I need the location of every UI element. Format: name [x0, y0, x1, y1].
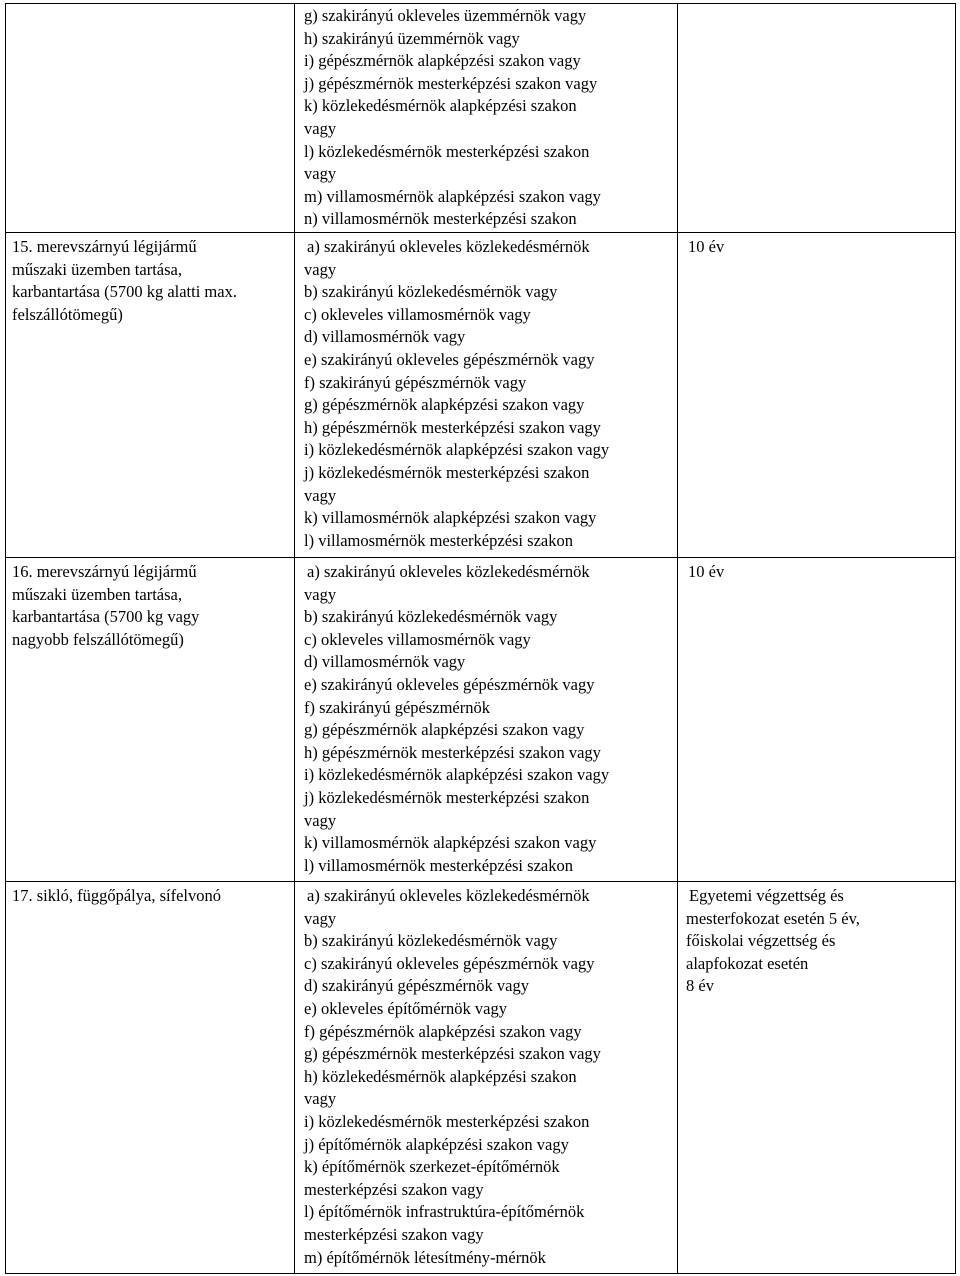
qualification-line: vagy — [304, 118, 337, 138]
qualification-line: i) közlekedésmérnök alapképzési szakon vagy — [304, 440, 610, 460]
qualification-line: i) gépészmérnök alapképzési szakon vagy — [304, 51, 581, 71]
qualification-line: f) gépészmérnök alapképzési szakon vagy — [304, 1021, 582, 1041]
practice-cell — [688, 236, 724, 259]
qualification-line: c) okleveles villamosmérnök vagy — [304, 304, 531, 324]
qualification-line: l) közlekedésmérnök mesterképzési szakon — [304, 141, 590, 161]
qualification-line: m) építőmérnök létesítmény-mérnök — [304, 1247, 546, 1267]
qualification-line: n) villamosmérnök mesterképzési szakon — [304, 209, 577, 229]
practice-line: 10 év — [688, 237, 725, 256]
activity-title-line: 17. sikló, függőpálya, sífelvonó — [12, 886, 221, 905]
activity-cell — [12, 236, 237, 326]
qualification-line: k) közlekedésmérnök alapképzési szakon — [304, 96, 577, 116]
qualification-line: f) szakirányú gépészmérnök — [304, 697, 491, 717]
qualification-line: a) szakirányú okleveles közlekedésmérnök — [307, 562, 590, 581]
column-divider — [677, 3, 678, 1274]
activity-title-line: 16. merevszárnyú légijármű — [12, 562, 197, 581]
qualification-line: i) közlekedésmérnök alapképzési szakon vagy — [304, 765, 610, 785]
qualification-line: l) villamosmérnök mesterképzési szakon — [304, 530, 573, 550]
qualification-line: d) villamosmérnök vagy — [304, 652, 466, 672]
practice-cell — [686, 885, 860, 998]
activity-cell — [12, 885, 221, 908]
practice-line: mesterfokozat esetén 5 év, — [686, 908, 860, 928]
qualification-line: vagy — [304, 1089, 337, 1109]
qualification-line: j) építőmérnök alapképzési szakon vagy — [304, 1134, 569, 1154]
qualification-line: b) szakirányú közlekedésmérnök vagy — [304, 607, 558, 627]
practice-line: 10 év — [688, 562, 725, 581]
qualification-line: d) villamosmérnök vagy — [304, 327, 466, 347]
qualification-line: vagy — [304, 164, 337, 184]
activity-cell — [12, 561, 199, 651]
qualification-line: k) építőmérnök szerkezet-építőmérnök — [304, 1157, 560, 1177]
qualifications-cell — [304, 5, 601, 231]
qualification-line: d) szakirányú gépészmérnök vagy — [304, 976, 529, 996]
activity-title-line: karbantartása (5700 kg alatti max. — [12, 282, 237, 302]
qualification-line: a) szakirányú okleveles közlekedésmérnök — [307, 237, 590, 256]
table-border-top — [5, 3, 956, 4]
qualification-line: h) gépészmérnök mesterképzési szakon vagy — [304, 417, 601, 437]
table-border-right — [955, 3, 956, 1274]
row-divider — [5, 557, 956, 558]
qualification-line: c) okleveles villamosmérnök vagy — [304, 629, 531, 649]
practice-line: főiskolai végzettség és — [686, 931, 836, 951]
qualifications-cell — [304, 885, 601, 1269]
activity-title-line: műszaki üzemben tartása, — [12, 584, 182, 604]
practice-cell — [688, 561, 724, 584]
qualification-line: f) szakirányú gépészmérnök vagy — [304, 372, 527, 392]
qualification-line: h) gépészmérnök mesterképzési szakon vagy — [304, 742, 601, 762]
qualification-line: g) gépészmérnök alapképzési szakon vagy — [304, 720, 585, 740]
qualification-line: a) szakirányú okleveles közlekedésmérnök — [307, 886, 590, 905]
qualification-line: vagy — [304, 810, 337, 830]
qualifications-cell — [304, 561, 609, 877]
qualification-line: vagy — [304, 259, 337, 279]
activity-title-line: karbantartása (5700 kg vagy — [12, 607, 200, 627]
activity-title-line: felszállótömegű) — [12, 304, 123, 324]
qualification-line: mesterképzési szakon vagy — [304, 1179, 484, 1199]
qualification-line: k) villamosmérnök alapképzési szakon vagy — [304, 508, 597, 528]
qualification-line: j) közlekedésmérnök mesterképzési szakon — [304, 787, 590, 807]
qualification-line: c) szakirányú okleveles gépészmérnök vagy — [304, 953, 595, 973]
practice-line: Egyetemi végzettség és — [689, 886, 844, 905]
table-border-left — [5, 3, 6, 1274]
qualification-line: i) közlekedésmérnök mesterképzési szakon — [304, 1111, 590, 1131]
column-divider — [294, 3, 295, 1274]
practice-line: 8 év — [686, 976, 714, 996]
qualification-line: b) szakirányú közlekedésmérnök vagy — [304, 931, 558, 951]
qualification-line: b) szakirányú közlekedésmérnök vagy — [304, 282, 558, 302]
activity-title-line: nagyobb felszállótömegű) — [12, 629, 184, 649]
qualification-line: h) közlekedésmérnök alapképzési szakon — [304, 1066, 577, 1086]
table-border-bottom — [5, 1273, 956, 1274]
qualification-line: l) építőmérnök infrastruktúra-építőmérnök — [304, 1202, 585, 1222]
qualification-line: e) okleveles építőmérnök vagy — [304, 998, 507, 1018]
qualification-line: g) szakirányú okleveles üzemmérnök vagy — [304, 6, 587, 25]
qualifications-cell — [304, 236, 609, 552]
row-divider — [5, 881, 956, 882]
qualification-line: mesterképzési szakon vagy — [304, 1224, 484, 1244]
qualification-line: m) villamosmérnök alapképzési szakon vagy — [304, 186, 601, 206]
qualification-line: j) gépészmérnök mesterképzési szakon vagy — [304, 73, 598, 93]
qualification-line: h) szakirányú üzemmérnök vagy — [304, 28, 520, 48]
practice-line: alapfokozat esetén — [686, 953, 809, 973]
qualification-line: g) gépészmérnök mesterképzési szakon vagy — [304, 1044, 601, 1064]
qualification-line: k) villamosmérnök alapképzési szakon vagy — [304, 833, 597, 853]
qualification-line: l) villamosmérnök mesterképzési szakon — [304, 855, 573, 875]
qualification-line: vagy — [304, 584, 337, 604]
activity-title-line: műszaki üzemben tartása, — [12, 259, 182, 279]
qualification-line: vagy — [304, 908, 337, 928]
activity-title-line: 15. merevszárnyú légijármű — [12, 237, 197, 256]
qualification-line: vagy — [304, 485, 337, 505]
qualification-line: g) gépészmérnök alapképzési szakon vagy — [304, 395, 585, 415]
qualification-line: j) közlekedésmérnök mesterképzési szakon — [304, 462, 590, 482]
qualification-line: e) szakirányú okleveles gépészmérnök vagy — [304, 674, 595, 694]
qualification-line: e) szakirányú okleveles gépészmérnök vagy — [304, 349, 595, 369]
row-divider — [5, 232, 956, 233]
